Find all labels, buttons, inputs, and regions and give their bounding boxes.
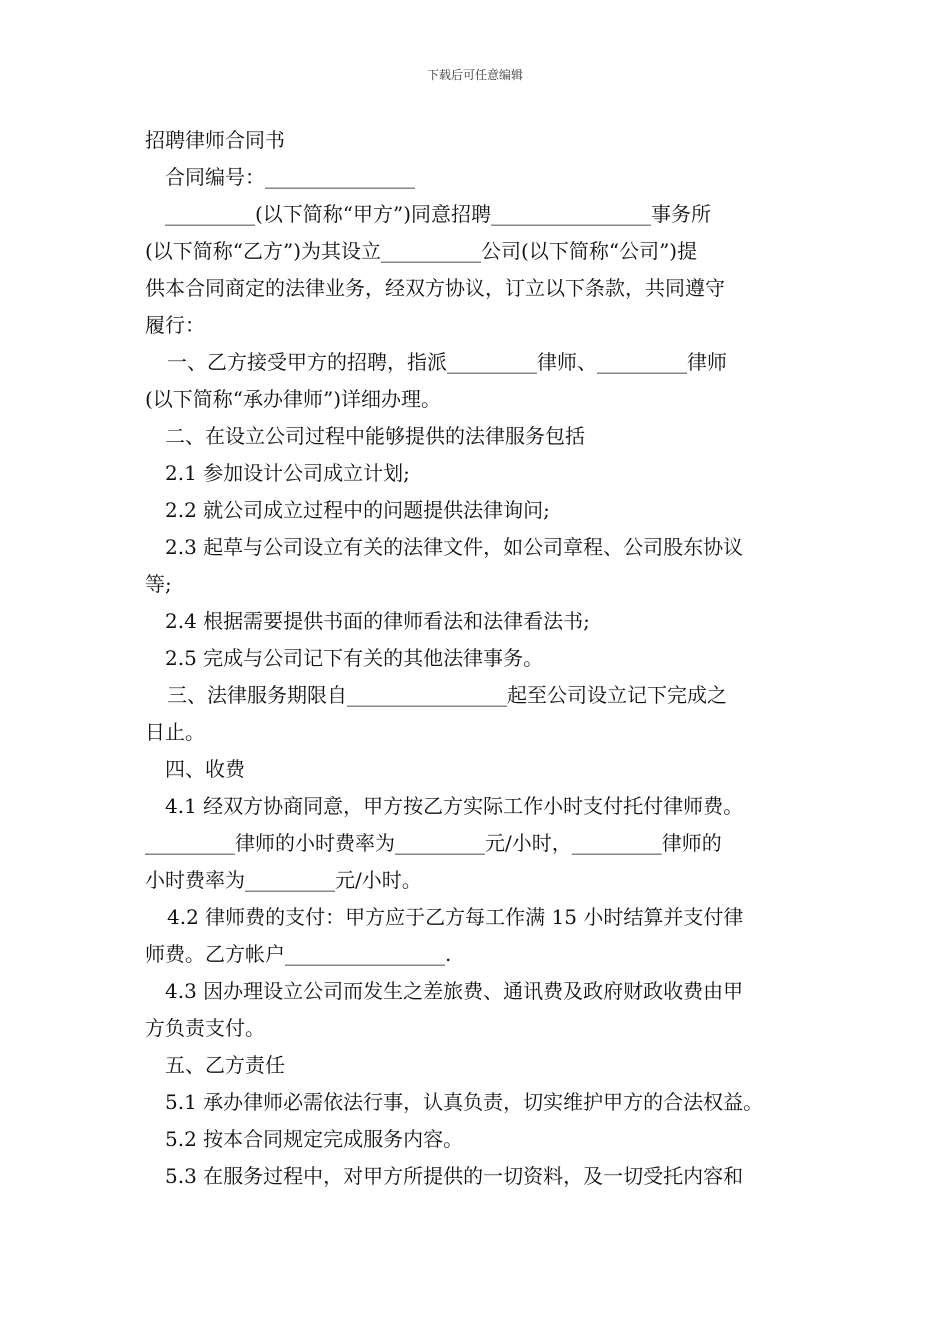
paragraph-line: 小时费率为_________元/小时。 — [145, 868, 422, 892]
clause-item: 2.5 完成与公司记下有关的其他法律事务。 — [165, 646, 544, 670]
paragraph-line: (以下简称“承办律师”)详细办理。 — [145, 387, 442, 411]
paragraph-line: 等; — [145, 572, 172, 596]
contract-number-line: 合同编号：_______________ — [165, 165, 415, 189]
clause-item: 4.3 因办理设立公司而发生之差旅费、通讯费及政府财政收费由甲 — [165, 979, 744, 1003]
paragraph-line: 供本合同商定的法律业务，经双方协议，订立以下条款，共同遵守 — [145, 276, 725, 300]
clause-item: 2.1 参加设计公司成立计划; — [165, 461, 410, 485]
clause-item: 5.3 在服务过程中，对甲方所提供的一切资料，及一切受托内容和 — [165, 1164, 744, 1188]
paragraph-line: 师费。乙方帐户________________. — [145, 942, 452, 966]
clause-heading: 五、乙方责任 — [165, 1053, 285, 1077]
page-header-note: 下载后可任意编辑 — [426, 68, 523, 82]
paragraph-line: _________(以下简称“甲方”)同意招聘________________事务所 — [165, 202, 712, 226]
document-body — [145, 122, 810, 1195]
clause-item: 2.4 根据需要提供书面的律师看法和法律看法书; — [165, 609, 590, 633]
clause-item: 4.2 律师费的支付：甲方应于乙方每工作满 15 小时结算并支付律 — [167, 905, 744, 929]
paragraph-line: 日止。 — [145, 720, 205, 744]
paragraph-line: 方负责支付。 — [145, 1016, 265, 1040]
clause-item: 4.1 经双方协商同意，甲方按乙方实际工作小时支付托付律师费。 — [165, 794, 744, 818]
clause-item: 2.3 起草与公司设立有关的法律文件，如公司章程、公司股东协议 — [165, 535, 744, 559]
document-title: 招聘律师合同书 — [145, 128, 285, 152]
clause-item: 2.2 就公司成立过程中的问题提供法律询问; — [165, 498, 550, 522]
clause-heading: 三、法律服务期限自________________起至公司设立记下完成之 — [167, 683, 727, 707]
clause-heading: 四、收费 — [165, 757, 245, 781]
paragraph-line: _________律师的小时费率为_________元/小时，_________律师的 — [145, 831, 722, 855]
clause-item: 5.2 按本合同规定完成服务内容。 — [165, 1127, 464, 1151]
clause-item: 5.1 承办律师必需依法行事，认真负责，切实维护甲方的合法权益。 — [165, 1090, 764, 1114]
clause-heading: 二、在设立公司过程中能够提供的法律服务包括 — [165, 424, 585, 448]
clause-heading: 一、乙方接受甲方的招聘，指派_________律师、_________律师 — [167, 350, 727, 374]
paragraph-line: (以下简称“乙方”)为其设立__________公司(以下简称“公司”)提 — [145, 239, 698, 263]
paragraph-line: 履行： — [145, 313, 205, 337]
